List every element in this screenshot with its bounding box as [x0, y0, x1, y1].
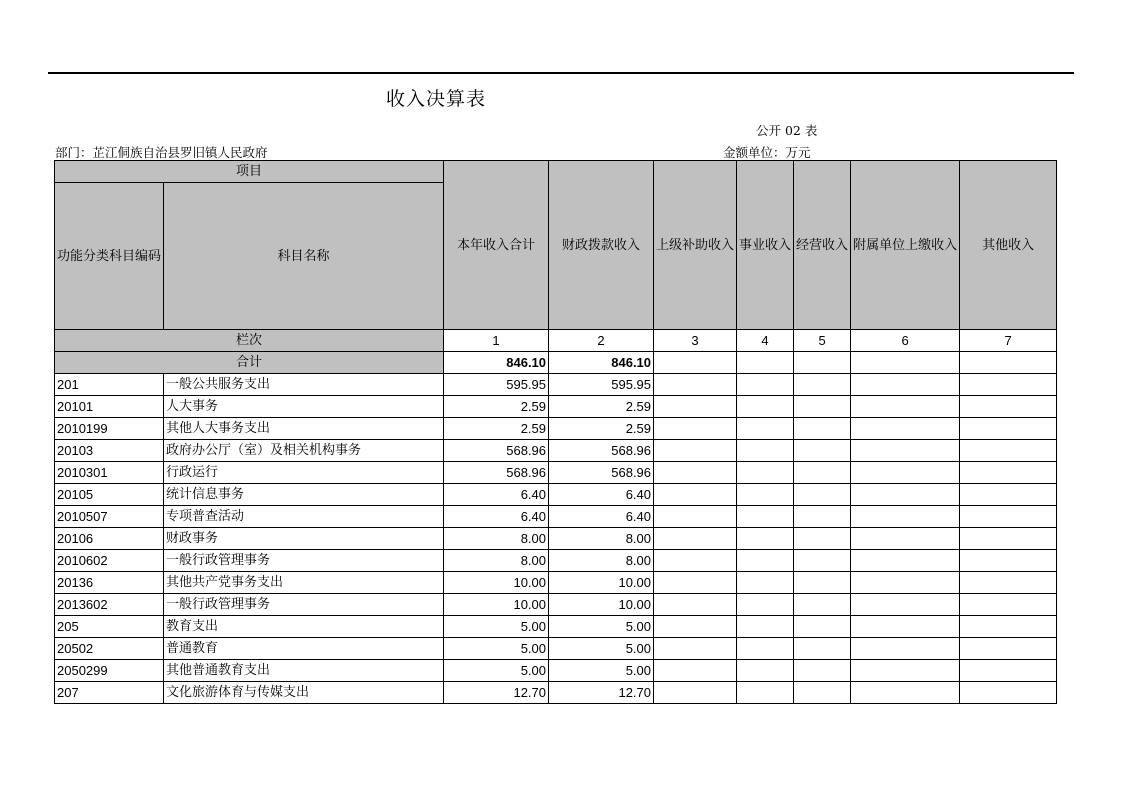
- row-code: 20106: [55, 528, 164, 550]
- header-col6: 附属单位上缴收入: [851, 161, 960, 330]
- header-col1: 本年收入合计: [444, 161, 549, 330]
- row-name: 普通教育: [164, 638, 444, 660]
- index-7: 7: [960, 330, 1057, 352]
- row-code: 2010199: [55, 418, 164, 440]
- row-col1: 10.00: [444, 594, 549, 616]
- row-col1: 568.96: [444, 440, 549, 462]
- row-col2: 12.70: [549, 682, 654, 704]
- row-name: 一般行政管理事务: [164, 550, 444, 572]
- row-name: 教育支出: [164, 616, 444, 638]
- row-col2: 8.00: [549, 550, 654, 572]
- row-col1: 8.00: [444, 550, 549, 572]
- row-col1: 6.40: [444, 484, 549, 506]
- row-col2: 8.00: [549, 528, 654, 550]
- table-row: [55, 396, 1057, 418]
- row-col2: 2.59: [549, 418, 654, 440]
- row-col2: 6.40: [549, 506, 654, 528]
- header-col7: 其他收入: [960, 161, 1057, 330]
- row-name: 一般行政管理事务: [164, 594, 444, 616]
- table-row: [55, 506, 1057, 528]
- row-code: 201: [55, 374, 164, 396]
- row-name: 其他普通教育支出: [164, 660, 444, 682]
- row-code: 20103: [55, 440, 164, 462]
- row-name: 专项普查活动: [164, 506, 444, 528]
- row-code: 2010602: [55, 550, 164, 572]
- row-col1: 12.70: [444, 682, 549, 704]
- index-1: 1: [444, 330, 549, 352]
- income-table: [54, 160, 1057, 704]
- row-col2: 2.59: [549, 396, 654, 418]
- header-col5: 经营收入: [794, 161, 851, 330]
- table-row: [55, 462, 1057, 484]
- total-col2: 846.10: [549, 352, 654, 374]
- row-code: 20101: [55, 396, 164, 418]
- row-name: 其他共产党事务支出: [164, 572, 444, 594]
- total-row: [55, 352, 1057, 374]
- row-col2: 5.00: [549, 638, 654, 660]
- table-row: [55, 572, 1057, 594]
- header-subject-name: 科目名称: [164, 183, 444, 330]
- department-label: 部门：芷江侗族自治县罗旧镇人民政府: [55, 145, 268, 160]
- table-row: [55, 660, 1057, 682]
- row-code: 2010301: [55, 462, 164, 484]
- top-rule: [48, 72, 1074, 74]
- page-title: 收入决算表: [386, 88, 487, 110]
- index-5: 5: [794, 330, 851, 352]
- row-col1: 5.00: [444, 616, 549, 638]
- row-index-label: 栏次: [55, 330, 444, 352]
- total-label: 合计: [55, 352, 444, 374]
- row-code: 20136: [55, 572, 164, 594]
- header-col4: 事业收入: [737, 161, 794, 330]
- table-row: [55, 418, 1057, 440]
- row-col2: 5.00: [549, 660, 654, 682]
- row-col2: 10.00: [549, 572, 654, 594]
- row-col2: 568.96: [549, 462, 654, 484]
- total-col1: 846.10: [444, 352, 549, 374]
- row-col2: 5.00: [549, 616, 654, 638]
- row-name: 统计信息事务: [164, 484, 444, 506]
- table-row: [55, 594, 1057, 616]
- row-code: 20502: [55, 638, 164, 660]
- form-number: 公开 02 表: [756, 123, 818, 138]
- index-2: 2: [549, 330, 654, 352]
- row-col1: 6.40: [444, 506, 549, 528]
- table-row: [55, 374, 1057, 396]
- row-col2: 568.96: [549, 440, 654, 462]
- row-code: 205: [55, 616, 164, 638]
- row-col1: 8.00: [444, 528, 549, 550]
- table-row: [55, 528, 1057, 550]
- table-row: [55, 616, 1057, 638]
- row-col1: 10.00: [444, 572, 549, 594]
- row-code: 2010507: [55, 506, 164, 528]
- row-col1: 5.00: [444, 638, 549, 660]
- table-row: [55, 550, 1057, 572]
- row-code: 20105: [55, 484, 164, 506]
- index-6: 6: [851, 330, 960, 352]
- row-col1: 568.96: [444, 462, 549, 484]
- row-code: 207: [55, 682, 164, 704]
- row-col1: 2.59: [444, 418, 549, 440]
- table-row: [55, 484, 1057, 506]
- row-name: 政府办公厅（室）及相关机构事务: [164, 440, 444, 462]
- row-code: 2050299: [55, 660, 164, 682]
- row-col2: 10.00: [549, 594, 654, 616]
- header-col2: 财政拨款收入: [549, 161, 654, 330]
- row-code: 2013602: [55, 594, 164, 616]
- row-name: 财政事务: [164, 528, 444, 550]
- unit-label: 金额单位：万元: [723, 145, 811, 160]
- row-name: 一般公共服务支出: [164, 374, 444, 396]
- row-col1: 5.00: [444, 660, 549, 682]
- table-row: [55, 440, 1057, 462]
- header-func-code: 功能分类科目编码: [55, 183, 164, 330]
- row-col1: 2.59: [444, 396, 549, 418]
- row-col1: 595.95: [444, 374, 549, 396]
- index-3: 3: [654, 330, 737, 352]
- table-row: [55, 682, 1057, 704]
- row-name: 行政运行: [164, 462, 444, 484]
- index-4: 4: [737, 330, 794, 352]
- row-name: 人大事务: [164, 396, 444, 418]
- header-item: 项目: [55, 161, 444, 183]
- table-row: [55, 638, 1057, 660]
- header-col3: 上级补助收入: [654, 161, 737, 330]
- row-col2: 595.95: [549, 374, 654, 396]
- row-name: 文化旅游体育与传媒支出: [164, 682, 444, 704]
- row-col2: 6.40: [549, 484, 654, 506]
- row-name: 其他人大事务支出: [164, 418, 444, 440]
